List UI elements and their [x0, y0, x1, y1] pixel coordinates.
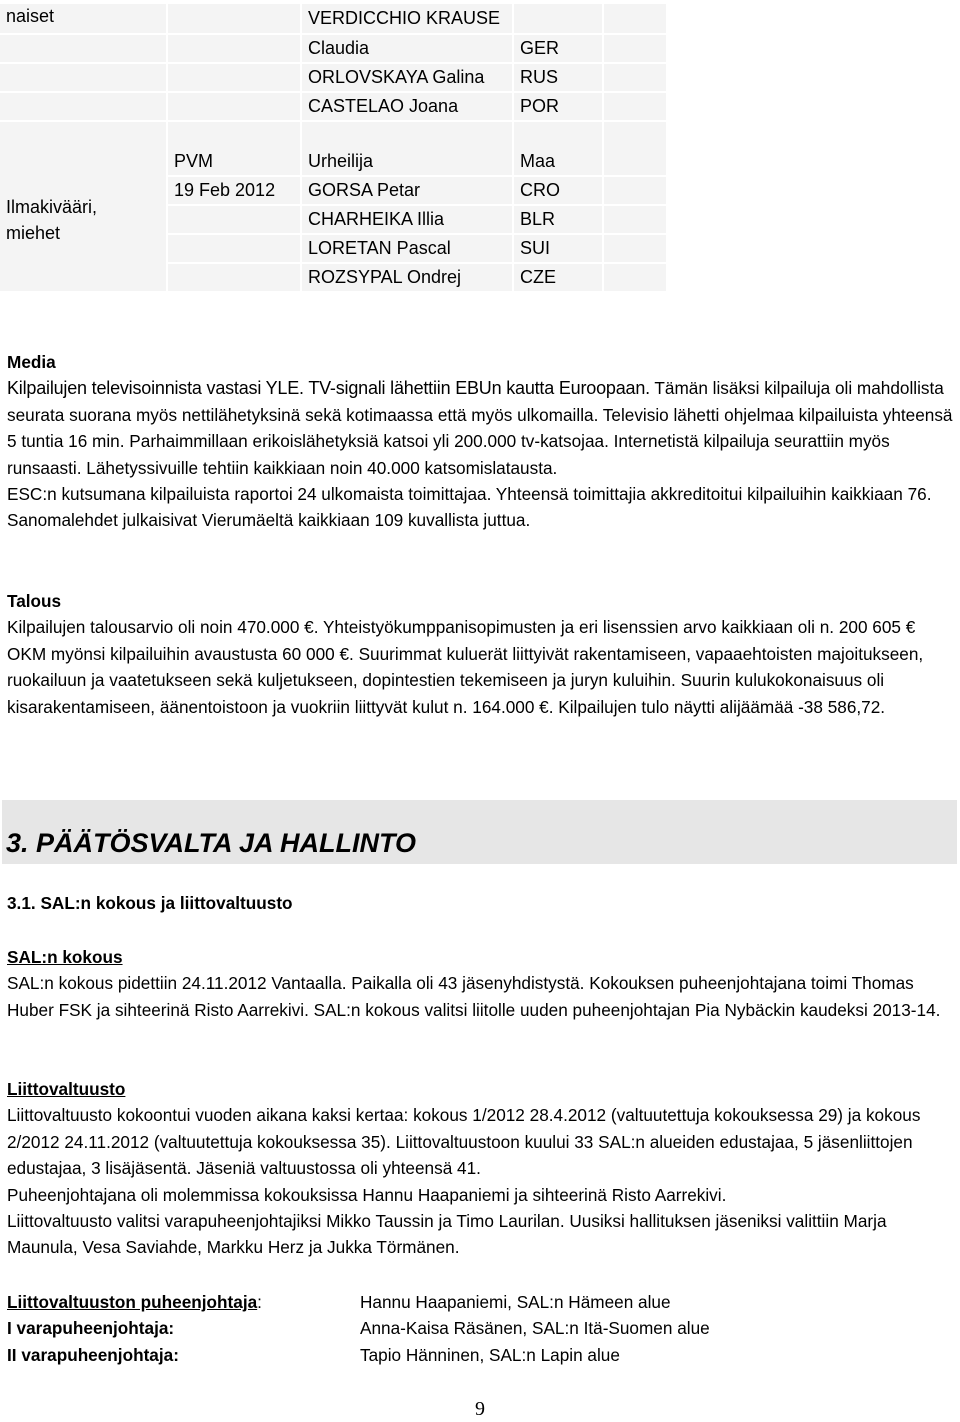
competition-date: 19 Feb 2012	[168, 177, 302, 206]
council-paragraph-1: Liittovaltuusto kokoontui vuoden aikana kaksi kertaa: kokous 1/2012 28.4.2012 (valtuutettuja kokouksessa 29) ja kokous 2/2012 24.11.2012 (valtuutettuja kokouksessa 35). Liittovaltuustoon kuului 33 SAL:n alueiden edustajaa, 5 jäsenliittojen edustajaa, 3 lisäjäsentä. Jäseniä valtuustossa oli yhteensä 41.	[7, 1105, 921, 1179]
page-number: 9	[475, 1398, 485, 1420]
athlete-name: LORETAN Pascal	[302, 235, 514, 264]
media-section	[7, 349, 955, 534]
media-line-1: Kilpailujen televisoinnista vastasi YLE. TV-signali lähettiin EBUn kautta Euroopaan.	[7, 378, 650, 399]
athlete-name: Claudia	[302, 35, 514, 64]
media-paragraph-2: ESC:n kutsumana kilpailuista raportoi 24 ulkomaista toimittajaa. Yhteensä toimittajia akkreditoitui kilpailuihin kaikkiaan 76. Sanomalehdet julkaisivat Vierumäeltä kaikkiaan 109 kuvallista juttua.	[7, 484, 932, 531]
media-text: Tämän lisäksi kilpailuja oli mahdollista seurata suorana myös nettilähetyksinä sekä kotimaassa että myös ulkomailla. Televisio lähetti ohjelmaa kilpailuista yhteensä 5 tuntia 16 min. Parhaimmillaan erikoislähetyksiä katsoi yli 200.000 tv-katsojaa. Internetistä kilpailuja seurattiin myös runsaasti. Lähetyssivuille tehtiin kaikkiaan noin 40.000 katsomislatausta.	[7, 378, 953, 478]
header-country: Maa	[514, 148, 604, 177]
officer-role: Liittovaltuuston puheenjohtaja	[7, 1292, 258, 1312]
talous-paragraph: Kilpailujen talousarvio oli noin 470.000 €. Yhteistyökumppanisopimusten ja eri lisenssien arvo kaikkiaan oli n. 200 605 € OKM myönsi kilpailuihin avaustusta 60 000 €. Suurimmat kuluerät liittyivät rakentamiseen, vapaaehtoisten majoitukseen, ruokailuun ja vaatetukseen sekä kuljetukseen, dopintestien tekemiseen ja juryn kuluihin. Suurin kulukokonaisuus oli kisarakentamiseen, äänentoistoon ja vuokriin liittyvät kulut n. 164.000 €. Kilpailujen tulo näytti alijäämää -38 586,72.	[7, 617, 924, 717]
athlete-name: GORSA Petar	[302, 177, 514, 206]
athlete-name: ORLOVSKAYA Galina	[302, 64, 514, 93]
athlete-country: RUS	[514, 64, 604, 93]
men-category-label: Ilmakivääri, miehet	[0, 148, 168, 293]
header-date: PVM	[168, 148, 302, 177]
sal-meeting-section	[7, 944, 955, 1023]
officer-row	[7, 1289, 710, 1315]
sal-meeting-paragraph: SAL:n kokous pidettiin 24.11.2012 Vantaalla. Paikalla oli 43 jäsenyhdistystä. Kokouksen puheenjohtajana toimi Thomas Huber FSK ja sihteerinä Risto Aarrekivi. SAL:n kokous valitsi liitolle uuden puheenjohtajan Pia Nybäckin kaudeksi 2013-14.	[7, 973, 941, 1020]
athlete-country: BLR	[514, 206, 604, 235]
men-results-table	[0, 148, 668, 293]
women-category-label: naiset	[0, 4, 168, 35]
athlete-country: POR	[514, 93, 604, 122]
officer-person: Tapio Hänninen, SAL:n Lapin alue	[360, 1344, 620, 1365]
officer-role-suffix: :	[257, 1292, 262, 1312]
athlete-name: CASTELAO Joana	[302, 93, 514, 122]
talous-section	[7, 588, 955, 720]
media-heading: Media	[7, 352, 56, 372]
officer-person: Hannu Haapaniemi, SAL:n Hämeen alue	[360, 1292, 671, 1312]
council-section	[7, 1076, 955, 1261]
officer-row	[7, 1315, 710, 1341]
officers-list	[7, 1289, 710, 1368]
athlete-name: CHARHEIKA Illia	[302, 206, 514, 235]
athlete-country: GER	[514, 35, 604, 64]
athlete-country	[514, 4, 604, 35]
officer-person: Anna-Kaisa Räsänen, SAL:n Itä-Suomen alue	[360, 1318, 710, 1339]
media-paragraph	[7, 375, 955, 481]
council-paragraph-3: Liittovaltuusto valitsi varapuheenjohtajiksi Mikko Taussin ja Timo Laurilan. Uusiksi hallituksen jäseniksi valittiin Marja Maunula, Vesa Saviahde, Markku Herz ja Jukka Törmänen.	[7, 1211, 887, 1258]
chapter-title: 3. PÄÄTÖSVALTA JA HALLINTO	[6, 828, 417, 858]
women-results-table	[0, 4, 668, 151]
officer-row	[7, 1342, 710, 1368]
council-paragraph-2: Puheenjohtajana oli molemmissa kokouksissa Hannu Haapaniemi ja sihteerinä Risto Aarrekivi.	[7, 1184, 727, 1205]
council-heading: Liittovaltuusto	[7, 1079, 126, 1099]
athlete-country: CZE	[514, 264, 604, 293]
officer-role: II varapuheenjohtaja:	[7, 1344, 179, 1365]
athlete-country: SUI	[514, 235, 604, 264]
section-title: 3.1. SAL:n kokous ja liittovaltuusto	[7, 893, 293, 913]
talous-heading: Talous	[7, 591, 62, 611]
athlete-name: VERDICCHIO KRAUSE	[302, 4, 514, 35]
athlete-name: ROZSYPAL Ondrej	[302, 264, 514, 293]
sal-meeting-heading: SAL:n kokous	[7, 947, 123, 967]
athlete-country: CRO	[514, 177, 604, 206]
officer-role: I varapuheenjohtaja:	[7, 1318, 175, 1339]
header-athlete: Urheilija	[302, 148, 514, 177]
